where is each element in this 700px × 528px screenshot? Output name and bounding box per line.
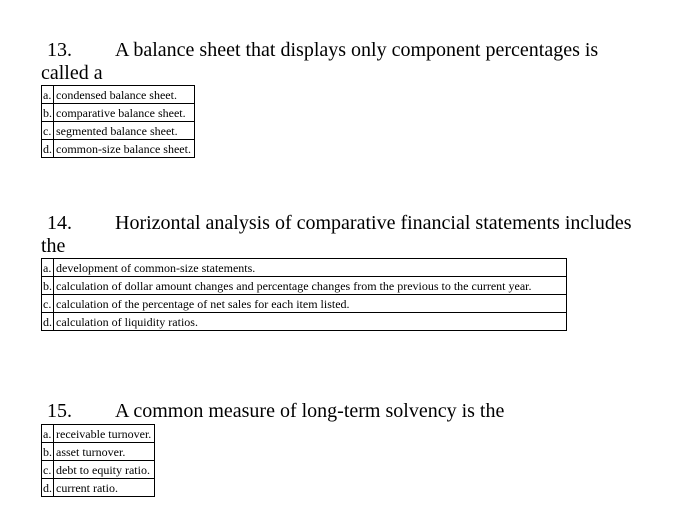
option-letter: b. — [42, 277, 54, 295]
option-text: development of common-size statements. — [54, 259, 567, 277]
option-c[interactable] — [42, 295, 567, 313]
option-letter: b. — [42, 104, 54, 122]
question-text: A common measure of long-term solvency is the — [115, 400, 505, 422]
option-letter: a. — [42, 425, 54, 443]
option-b[interactable] — [42, 277, 567, 295]
option-letter: c. — [42, 122, 54, 140]
question-text-continued: called a — [41, 62, 103, 84]
question-number: 14. — [47, 212, 72, 234]
question-13 — [41, 38, 598, 158]
option-text: asset turnover. — [54, 443, 155, 461]
option-c[interactable] — [42, 122, 195, 140]
option-letter: d. — [42, 479, 54, 497]
option-text: current ratio. — [54, 479, 155, 497]
option-d[interactable] — [42, 140, 195, 158]
question-stem — [41, 211, 632, 235]
option-text: calculation of the percentage of net sales for each item listed. — [54, 295, 567, 313]
option-letter: c. — [42, 461, 54, 479]
options-table — [41, 424, 155, 497]
option-text: comparative balance sheet. — [54, 104, 195, 122]
option-letter: d. — [42, 140, 54, 158]
option-b[interactable] — [42, 104, 195, 122]
option-text: common-size balance sheet. — [54, 140, 195, 158]
option-a[interactable] — [42, 259, 567, 277]
question-text-continued: the — [41, 235, 66, 257]
option-text: calculation of liquidity ratios. — [54, 313, 567, 331]
question-text: A balance sheet that displays only component percentages is — [115, 39, 599, 61]
options-table — [41, 85, 195, 158]
question-number: 15. — [47, 400, 72, 422]
option-letter: b. — [42, 443, 54, 461]
option-d[interactable] — [42, 313, 567, 331]
question-15 — [41, 399, 504, 497]
option-c[interactable] — [42, 461, 155, 479]
option-letter: c. — [42, 295, 54, 313]
option-text: condensed balance sheet. — [54, 86, 195, 104]
option-text: debt to equity ratio. — [54, 461, 155, 479]
question-14 — [41, 211, 632, 331]
option-d[interactable] — [42, 479, 155, 497]
option-b[interactable] — [42, 443, 155, 461]
option-a[interactable] — [42, 86, 195, 104]
option-text: receivable turnover. — [54, 425, 155, 443]
question-stem — [41, 399, 504, 423]
option-letter: a. — [42, 259, 54, 277]
question-text: Horizontal analysis of comparative financial statements includes — [115, 212, 632, 234]
question-number: 13. — [47, 39, 72, 61]
option-text: calculation of dollar amount changes and percentage changes from the previous to the current year. — [54, 277, 567, 295]
options-table — [41, 258, 567, 331]
option-letter: d. — [42, 313, 54, 331]
option-text: segmented balance sheet. — [54, 122, 195, 140]
question-stem — [41, 38, 598, 62]
option-a[interactable] — [42, 425, 155, 443]
option-letter: a. — [42, 86, 54, 104]
